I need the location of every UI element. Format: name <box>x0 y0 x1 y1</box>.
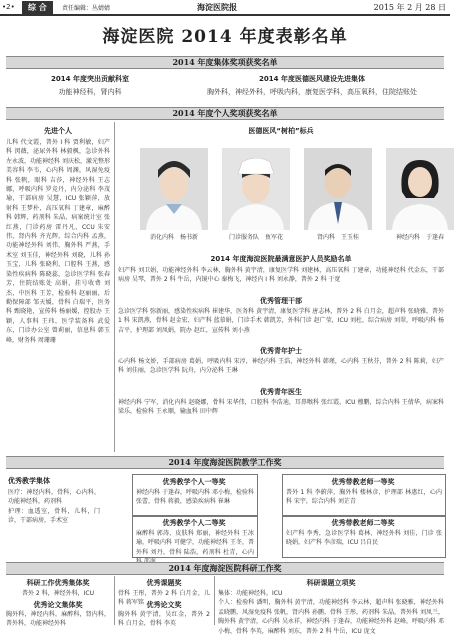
teaching-team-list: 医疗：神经内科，骨科，心内科，功能神经科，药剂科 护理：血透室，骨科，儿科，门诊，干部病房，手术室 <box>8 489 100 525</box>
portrait-caption-4: 神经内科 于逢春 <box>395 234 444 241</box>
portrait-photo-4 <box>386 148 454 230</box>
young-nurse-title: 优秀青年护士 <box>260 347 302 355</box>
young-doctor-list: 神经内科 宁军，消化内科 赵晓娜，骨科 宋华伟，口腔科 李浩迪，耳鼻喉科 张红霞，ICU 穆鹏，综合内科 王倩华，病案科 梁乐，检验科 王永顺，输血科 田中辉 <box>118 399 444 416</box>
research-divider-1 <box>114 576 115 625</box>
editor-credit: 责任编辑：丛婧婧 <box>62 5 111 12</box>
advanced-individual-title: 先进个人 <box>44 127 72 135</box>
team-award-title: 2014 年度医德医风建设先进集体 <box>259 75 365 83</box>
essay-award-list: 胸外科 黄宇清，吴红金，普外 2 科 白月金，骨科 李英 <box>118 611 210 628</box>
team-award-list: 胸外科，神经外科，呼吸内科，康复医学科，高压氧科，住院结账处 <box>207 88 417 96</box>
page-title: 海淀医院 2014 年度表彰名单 <box>102 27 348 47</box>
ethics-model-title: 医德医风“树柏”标兵 <box>248 127 314 135</box>
research-team-title: 科研工作优秀集体奖 <box>26 579 90 587</box>
portrait-photo-3 <box>304 148 372 230</box>
teaching-first-title: 优秀教学个人一等奖 <box>162 478 226 486</box>
portrait-caption-1: 消化内科 杨书新 <box>149 234 198 241</box>
portrait-caption-2: 门诊服务队 鱼军花 <box>228 234 283 241</box>
young-doctor-title: 优秀青年医生 <box>260 388 302 396</box>
section-label: 综 合 <box>22 1 53 14</box>
manager-award-title: 优秀管理干部 <box>260 297 302 305</box>
project-award-list: 集体：功能神经科，ICU 个人：检验科 潘明，胸外科 黄宇清，功能神经科 李云林，超声科 张晓雅，神经外科 孟晓鹏，风湿免疫科 张帆，肾内科 孙鹏，骨科 王彤，药剂科 朱晶，普外科 刘凤兰，胸外科 黄宇清，心内科 吴永祥，神经内科 于逢春，功能神经外科 赵峰，呼吸内科 邓小梅，骨科 李英，麻醉科 刘东，普外 2 科 牛岳，ICU 庞文 <box>218 590 444 635</box>
individual-awards-band: 2014 年度个人奖项获奖名单 <box>6 107 444 120</box>
mentor-first-title: 优秀带教老师一等奖 <box>331 478 395 486</box>
project-award-title: 科研课题立项奖 <box>306 579 356 587</box>
topic-award-title: 优秀课题奖 <box>146 579 182 587</box>
research-divider-2 <box>214 576 215 625</box>
mentor-second-title: 优秀带教老师二等奖 <box>331 519 395 527</box>
page-header <box>0 0 450 16</box>
page-number: •2• <box>2 3 15 11</box>
paper-team-list: 胸外科，神经内科，麻醉科，肾内科，普外科，功能神经外科 <box>6 611 110 628</box>
young-nurse-list: 心内科 杨文娇，手部病房 葛娟，呼吸内科 宋淳，神经内科 王浩，神经外科 韩瑾，心内科 王秋芬，普外 2 科 陈莉，妇产科 刘佳丽，急诊医学科 阮舟，内分泌科 王琳 <box>118 358 444 375</box>
paper-name: 海淀医院报 <box>197 2 237 12</box>
teaching-second-list: 麻醉科 郭涛，皮肤科 郑丽，神经外科 王冰瑜，呼吸内科 可健学，功能神经科 王冬，普外科 刘丹，骨科 陆浩，药剂科 杜青，心内 <box>136 530 254 556</box>
portrait-photo-1 <box>140 148 208 230</box>
most-satisfied-list: 妇产科 刘卫娟，功能神经外科 李云林，胸外科 黄宇清，康复医学科 刘建林，高压氧科 丁建章，功能神经科 代金东，干部病房 吴琴，普外 2 科 牛岳，内镜中心 秦梅飞，神经内 I 科 刘永静，普外 2 科 于宽 <box>118 267 444 284</box>
portrait-caption-3: 肾内科 王玉桂 <box>316 234 359 241</box>
mentor-second-list: 妇产科 李秀，急诊医学科 葛林，神经外科 刘佳，门诊 张晓娟，妇产科 李彦瑞，ICU 吕自民 <box>286 530 442 547</box>
dept-award-title: 2014 年度突出贡献科室 <box>51 75 129 83</box>
essay-award-title: 优秀论文奖 <box>146 601 182 609</box>
portrait-photo-2 <box>222 148 290 230</box>
dept-award-list: 功能神经科，肾内科 <box>58 88 122 96</box>
mentor-first-list: 普外 1 科 李蔚萍，胸外科 楼林彦，护理部 林惠红，心内科 宋宇，综合内科 刘芷青 <box>286 489 442 506</box>
teaching-awards-band: 2014 年度海淀医院教学工作奖 <box>6 456 444 469</box>
advanced-individual-list: 儿科 代文霞，普外 I 科 贾利敏，妇产科 闵薇，泌尿外科 林毅枫，急诊外科 左永波，功能神经科 刘庆松，激光整形美容科 李韦，心内科 周渊，风湿免疫科 张帆，眼科 吉莎，神经外科 王志娜，呼吸内科 罗竞丹，内分泌科 李茂瑜，干部病房 吴慧，ICU 张颖萍，放射科 王梦朴，高压氧科 丁建章，麻醉科 韩辉，药剂科 朱晶，病案统计室 张红燕，门诊药房 雷丹凡，CCU 朱安伟，肾内科 齐光辉，综合内科 孟燕，功能神经外科 刘伟，胸外科 严燕，手术室 刘玉佳，神经外科 刘晓，儿科 孙玉宝，儿科 张晓利，口腔科 王燕，感染性疾病科 陈晓蕊，急诊医学科 张春芳，住院结账处 高娟，挂号收费 刘杰，中医科 王芳，检验科 赵丽丽，后勤保障部 邹天媛，骨科 白瑞平，医务科 甄晓艳，宣传科 杨丽媛，控股办 王颖，人事科 王玮，医学装备科 武爱东，门诊办公室 曾莉丽，信息科 韩玉峰，财务科 周珊珊 <box>6 139 110 344</box>
paper-team-title: 优秀论文集体奖 <box>33 601 83 609</box>
topic-award-list: 骨科 王彤，普外 2 科 白月金，儿科 蒋军铭 <box>118 590 210 607</box>
column-divider <box>114 122 115 452</box>
most-satisfied-title: 2014 年度海淀医院最满意医护人员奖励名单 <box>210 255 352 263</box>
research-team-list: 普外 2 科，神经外科，ICU <box>22 590 94 597</box>
research-awards-band: 2014 年度海淀医院科研工作奖 <box>6 562 444 575</box>
teaching-first-list: 神经内科 于逢春，呼吸内科 邓小梅，检验科 张蕾，骨科 蒋毅，感染疾病科 崔琳 <box>136 489 254 506</box>
teaching-second-title: 优秀教学个人二等奖 <box>162 519 226 527</box>
teaching-team-title: 优秀教学集体 <box>8 477 50 485</box>
issue-date: 2015 年 2 月 28 日 <box>373 3 446 12</box>
group-awards-band: 2014 年度集体奖项获奖名单 <box>6 56 444 69</box>
manager-award-list: 急诊医学科 弥新丽，感染性疾病科 崔建华，医务科 黄宇清，康复医学科 唐志林，普外 2 科 白月金，超声科 张晓雅，普外 1 科 宋凯燕，骨科 赵金宏，妇产科 蓝慕娟，门诊手术 韩凯芳，外科门诊 赵广莹，ICU 刘杜，综合病房 刘翠，呼吸内科 杨吉平，护理部 刘凤娟，院办 赵红，宣传科 刘小燕 <box>118 308 444 334</box>
